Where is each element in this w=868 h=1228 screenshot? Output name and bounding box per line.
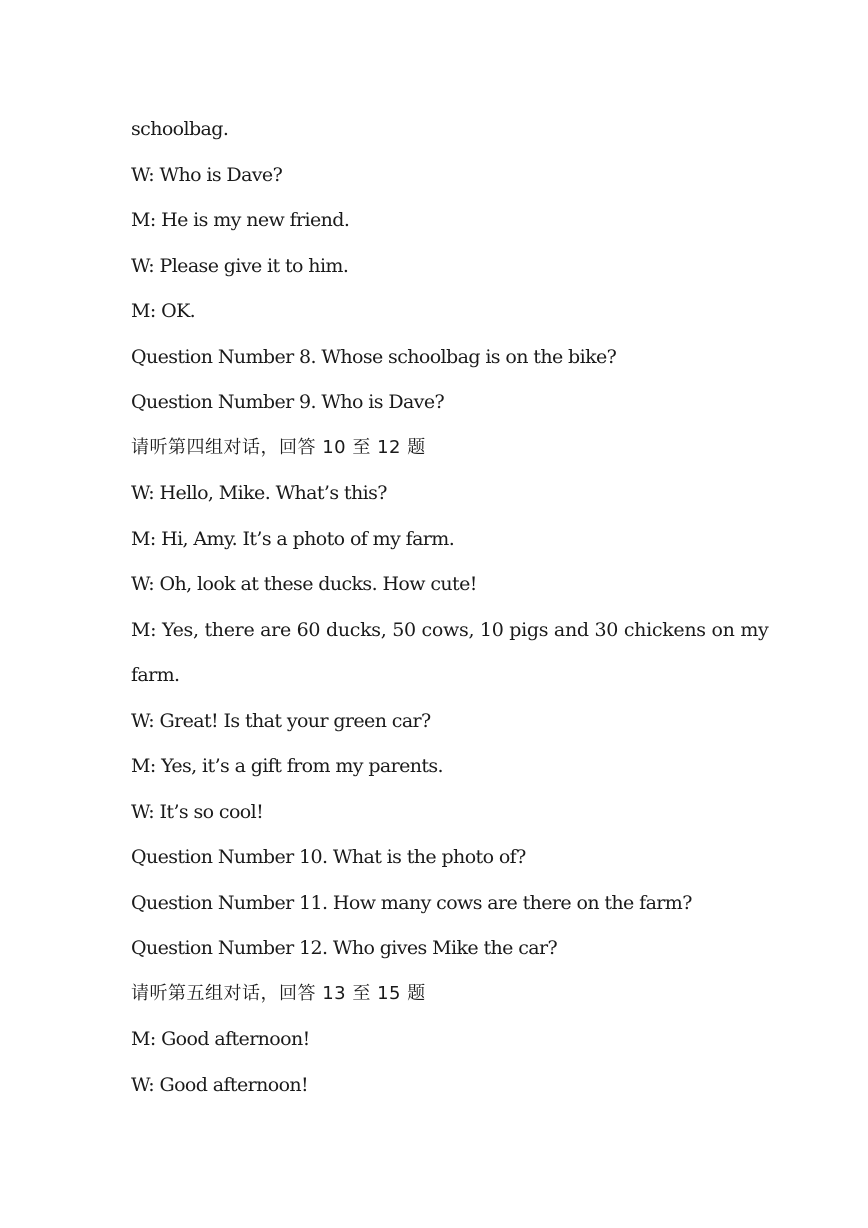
transcript-text bbox=[131, 110, 769, 1111]
question-line: Question Number 11. How many cows are there on the farm? bbox=[131, 891, 692, 914]
question-line: Question Number 8. Whose schoolbag is on the bike? bbox=[131, 345, 617, 368]
text-line: W: Who is Dave? bbox=[131, 163, 283, 186]
text-line: W: Great! Is that your green car? bbox=[131, 709, 431, 732]
question-line: Question Number 12. Who gives Mike the car? bbox=[131, 937, 558, 959]
question-line: Question Number 9. Who is Dave? bbox=[131, 391, 445, 413]
section-instruction: 请听第四组对话，回答 10 至 12 题 bbox=[131, 436, 426, 458]
text-line: M: OK. bbox=[131, 300, 196, 322]
text-line: W: It’s so cool! bbox=[131, 800, 264, 823]
text-line: M: Yes, there are 60 ducks, 50 cows, 10 pigs and 30 chickens on my bbox=[131, 618, 769, 641]
text-line: M: Good afternoon! bbox=[131, 1028, 310, 1050]
text-line: W: Oh, look at these ducks. How cute! bbox=[131, 573, 477, 595]
text-line: M: He is my new friend. bbox=[131, 209, 350, 231]
section-instruction: 请听第五组对话，回答 13 至 15 题 bbox=[131, 982, 426, 1004]
text-line: W: Hello, Mike. What’s this? bbox=[131, 482, 387, 504]
text-line: schoolbag. bbox=[131, 118, 229, 140]
text-line: W: Good afternoon! bbox=[131, 1073, 309, 1096]
question-line: Question Number 10. What is the photo of? bbox=[131, 846, 526, 868]
text-line: W: Please give it to him. bbox=[131, 254, 349, 277]
text-line: M: Hi, Amy. It’s a photo of my farm. bbox=[131, 527, 455, 550]
text-line: M: Yes, it’s a gift from my parents. bbox=[131, 755, 443, 777]
text-line: farm. bbox=[131, 664, 180, 686]
